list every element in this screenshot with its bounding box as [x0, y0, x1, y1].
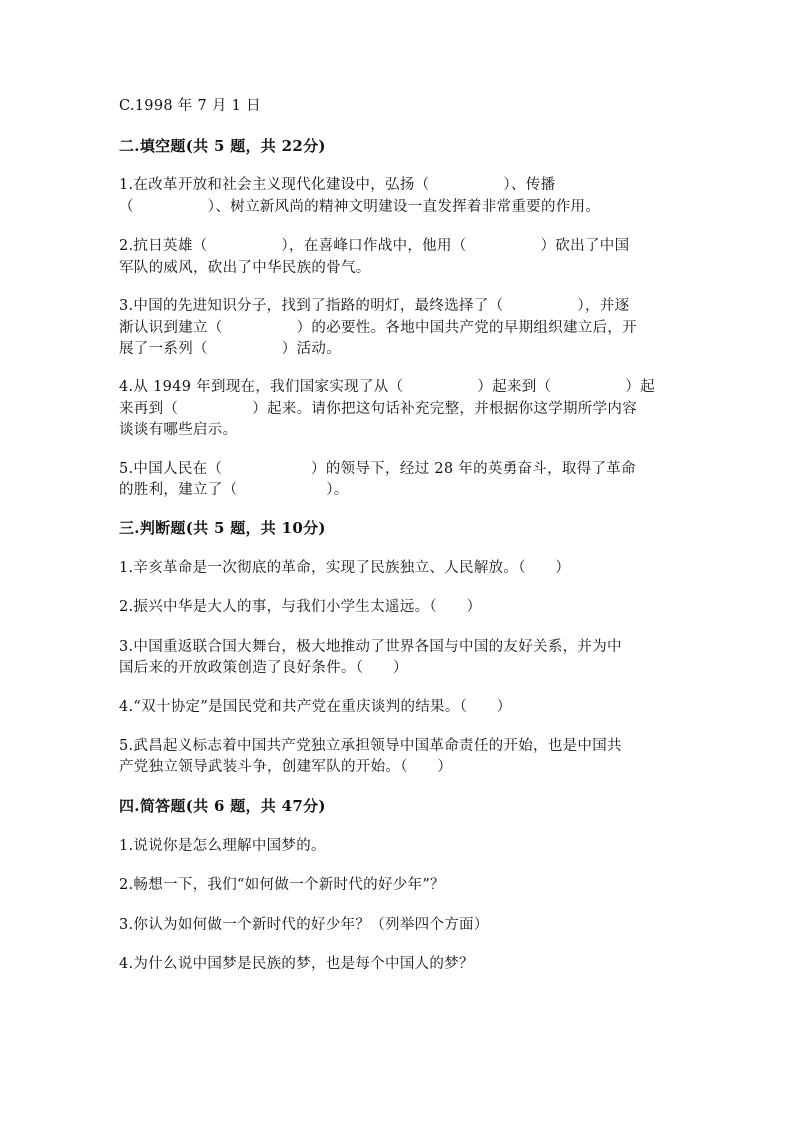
tf-q1-line1: 1.辛亥革命是一次彻底的革命，实现了民族独立、人民解放。（ ）	[119, 560, 571, 576]
fill-q4-line2: 来再到（ ）起来。请你把这句话补充完整，并根据你这学期所学内容	[119, 401, 637, 417]
sa-q4-line1: 4.为什么说中国梦是民族的梦，也是每个中国人的梦？	[119, 956, 474, 972]
fill-q2-line1: 2.抗日英雄（ ），在喜峰口作战中，他用（ ）砍出了中国	[119, 238, 630, 254]
section-heading-fill-in: 二.填空题(共 5 题，共 22分)	[119, 137, 326, 155]
fill-q5-line2: 的胜利，建立了（ ）。	[119, 482, 349, 498]
fill-q2-line2: 军队的威风，砍出了中华民族的骨气。	[119, 260, 371, 276]
tf-q4-line1: 4.“双十协定”是国民党和共产党在重庆谈判的结果。（ ）	[119, 699, 512, 715]
tf-q5-line2: 产党独立领导武装斗争，创建军队的开始。（ ）	[119, 759, 453, 775]
tf-q3-line2: 国后来的开放政策创造了良好条件。（ ）	[119, 660, 408, 676]
tf-q3-line1: 3.中国重返联合国大舞台，极大地推动了世界各国与中国的友好关系，并为中	[119, 639, 622, 655]
sa-q1-line1: 1.说说你是怎么理解中国梦的。	[119, 838, 326, 854]
fill-q1-line2: （ ）、树立新风尚的精神文明建设一直发挥着非常重要的作用。	[119, 199, 601, 215]
fill-q3-line3: 展了一系列（ ）活动。	[119, 341, 341, 357]
tf-q2-line1: 2.振兴中华是大人的事，与我们小学生太遥远。（ ）	[119, 599, 482, 615]
fill-q5-line1: 5.中国人民在（ ）的领导下，经过 28 年的英勇奋斗，取得了革命	[119, 461, 636, 477]
sa-q3-line1: 3.你认为如何做一个新时代的好少年？（列举四个方面）	[119, 917, 489, 933]
fill-q3-line2: 渐认识到建立（ ）的必要性。各地中国共产党的早期组织建立后，开	[119, 320, 637, 336]
sa-q2-line1: 2.畅想一下，我们“如何做一个新时代的好少年”？	[119, 877, 445, 893]
fill-q1-line1: 1.在改革开放和社会主义现代化建设中，弘扬（ ）、传播	[119, 177, 556, 193]
tf-q5-line1: 5.武昌起义标志着中国共产党独立承担领导中国革命责任的开始，也是中国共	[119, 738, 622, 754]
option-c: C.1998 年 7 月 1 日	[119, 98, 261, 114]
fill-q3-line1: 3.中国的先进知识分子，找到了指路的明灯，最终选择了（ ），并逐	[119, 298, 630, 314]
section-heading-short-answer: 四.简答题(共 6 题，共 47分)	[119, 797, 326, 815]
section-heading-true-false: 三.判断题(共 5 题，共 10分)	[119, 519, 326, 537]
fill-q4-line3: 谈谈有哪些启示。	[119, 422, 238, 438]
fill-q4-line1: 4.从 1949 年到现在，我们国家实现了从（ ）起来到（ ）起	[119, 379, 655, 395]
